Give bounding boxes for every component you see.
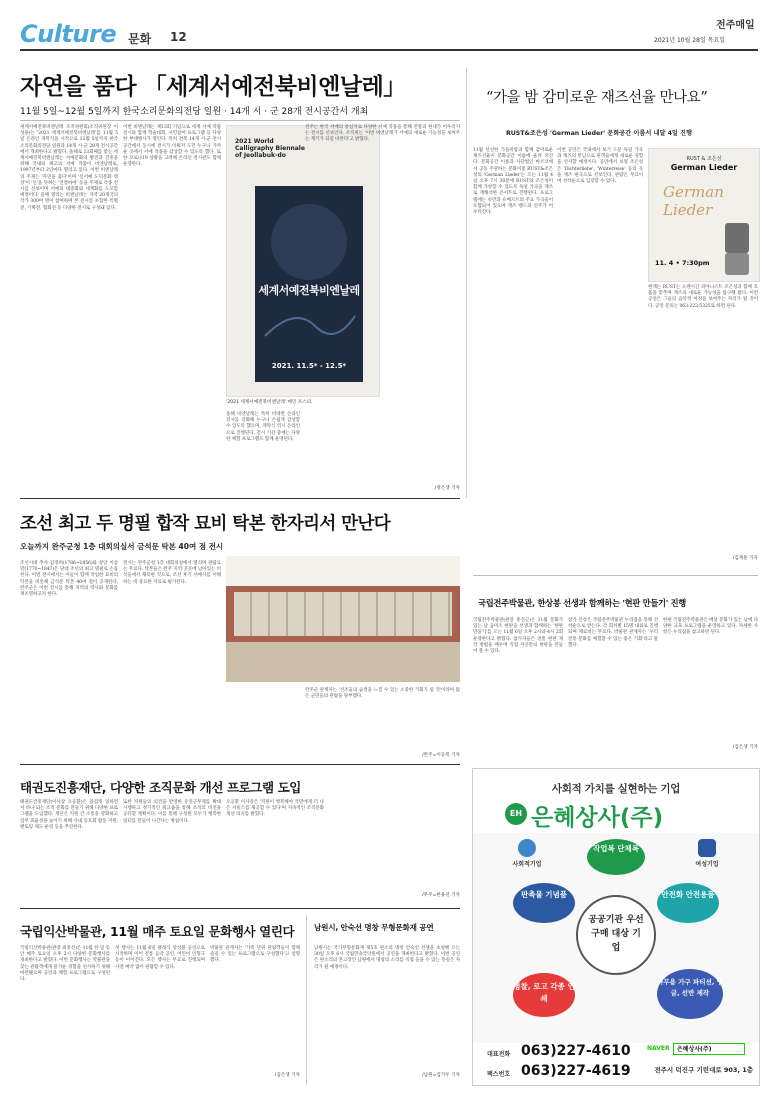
ad-phone-number[interactable]: 063)227-4610 [521,1043,631,1059]
article2-subhead: RUST&조은성 'German Lieder' 문화공간 이룸서 내달 4일 진행 [506,130,692,137]
article5-body-col3: 오응환 이사장은 '직원이 행복해야 국민에게 더 나은 서비스를 제공할 수 있다'며 지속적인 조직문화 개선 의지를 밝혔다. [226,800,326,818]
section-label-ko: 문화 [128,32,152,46]
company-ad[interactable] [472,768,760,1086]
ad-center-title: 공공기관 우선 구매 대상 기업 [576,895,656,975]
article1-body-col4: 전주는 한국 서예의 중심지로 다양한 서예 작품을 통해 전통과 현대가 어우러지는 전시를 선보인다. 조직위는 '이번 비엔날레가 서예의 새로운 가능성을 보여주는 계기가 되길 바란다'고 밝혔다. [305,125,460,143]
header-rule [20,49,758,51]
article4-byline: /김은생 기자 [732,745,758,750]
article4-body-col3: 한편 국립전주박물관은 매달 문화가 있는 날에 다양한 교육 프로그램을 운영하고 있다. 자세한 사항은 누리집을 참고하면 된다. [663,618,758,636]
article3-body-col3: 완주군 관계자는 '선조들의 숨결을 느낄 수 있는 소중한 기회가 될 것'이라며 많은 군민들의 관람을 당부했다. [305,688,460,700]
cert-right [677,839,737,879]
poster-title-en: 2021 World Calligraphy Biennale of Jeollabuk-do [235,138,305,159]
column-divider-right [466,68,467,498]
article1-body-col3: 올해 비엔날레는 특히 비대면 온라인 전시를 강화해 누구나 손쉽게 감상할 수 있도록 했으며, 개막식 역시 온라인으로 진행된다. 전시 기간 중에는 다양한 체험 프로그램도 함께 운영된다. [226,412,302,442]
company-logo-icon: EH [505,803,527,825]
ad-fax-label: 팩스번호 [487,1071,511,1078]
article3-body-col2: 전시는 완주군청 1층 대회의실에서 열리며 관람료는 무료다. 탁본들은 완주 지역 곳곳에 남아있는 비석들에서 채록한 것으로, 조선 후기 서예사를 이해하는 데 중요한 자료로 평가된다. [123,561,221,585]
ad-item-furniture: 사무용 가구 파티션, 앵글, 선반 제작 [657,969,723,1019]
company-name: 은혜상사(주) [531,805,664,831]
naver-search-box[interactable]: 은혜상사(주) [673,1043,745,1055]
article7-body-col1: 남원시는 국가무형문화재 제5호 판소리 명창 안숙선 선생을 초청해 오는 30일 오후 6시 국립민속국악원에서 공연을 개최한다고 밝혔다. 이번 공연은 판소리의 본고장인 남원에서 명창의 소리를 직접 들을 수 있는 뜻깊은 자리가 될 예정이다. [314,946,462,970]
display-panels [234,592,452,636]
article4-headline: 국립전주박물관, 한상봉 선생과 함께하는 '현판 만들기' 진행 [478,598,687,608]
article6-body-col3: 박물관 관계자는 '가족 단위 관람객들이 함께 즐길 수 있는 프로그램으로 구성했다'고 설명했다. [210,946,302,964]
article7-headline: 남원시, 안숙선 명창 무형문화재 공연 [314,923,434,932]
hall-floor [226,642,460,682]
article1-subhead: 11월 5일~12월 5일까지 한국소리문화의전당 일원 · 14개 시 · 군 28개 전시공간서 개최 [20,107,369,117]
article4-top-rule [473,575,758,576]
women-enterprise-icon [698,839,716,857]
article6-headline: 국립익산박물관, 11월 매주 토요일 문화행사 열린다 [20,924,295,939]
article6-body-col1: 국립익산박물관(관장 최흥선)은 11월 한 달 동안 매주 토요일 오후 2시 다양한 문화행사를 개최한다고 밝혔다. 이번 문화행사는 박물관을 찾는 관람객에게 즐거운 경험을 선사하기 위해 마련됐으며 공연과 체험 프로그램으로 구성된다. [20,946,112,983]
social-enterprise-icon [518,839,536,857]
album-script-art: German Lieder [663,183,724,219]
hall-ceiling [226,556,460,586]
article5-headline: 태권도진흥재단, 다양한 조직문화 개선 프로그램 도입 [20,780,301,795]
page-number: 12 [170,30,187,44]
article7-byline: /남원=김기두 기자 [422,1073,460,1078]
section-logo-en: Culture [20,20,117,48]
ad-fax-number[interactable]: 063)227-4619 [521,1063,631,1079]
ad-item-work-clothes: 작업복 단체복 [587,839,645,875]
cert-right-label: 여성기업 [695,861,719,868]
exhibition-hall-photo [226,556,460,682]
album-label: RUST & 조은성 [686,156,722,162]
ad-graphic-area [473,833,759,1043]
ad-phone-label: 대표전화 [487,1051,511,1058]
article1-sub-rule [20,120,460,121]
ad-item-promo: 판촉물 기념품 [513,883,575,923]
article5-byline: /무주=한용선 기자 [422,893,460,898]
ad-address: 전주시 덕진구 기린대로 903, 1층 [654,1066,753,1074]
concert-poster [648,148,760,282]
cert-left [497,839,557,879]
article1-headline: 자연을 품다 「세계서예전북비엔날레」 [20,74,406,100]
article3-body-col1: 조선시대 추사 김정희(1786~1856)와 창암 이삼만(1770~1847)은 당대 조선의 최고 명필로 손꼽힌다. 이번 전시에서는 이들이 함께 작업한 묘비의 탁본을 비롯해 금석문 탁본 40여 점이 공개된다. 완주군은 이번 전시를 통해 지역의 역사와 문화를 재조명하고자 한다. [20,561,120,598]
article1-body-col1: 세계서예전북비엔날레 조직위원회(조직위원장 이성용)는 '2021 세계서예전북비엔날레'를 11월 5일 온라인 개막식을 시작으로 12월 5일까지 한국소리문화의전당 일원과 14개 시·군 28개 전시공간에서 개최한다고 밝혔다. 올해로 13회째를 맞는 세계서예전북비엔날레는 서예문화의 발전과 진흥을 위해 국내외 최고의 서예 작품이 비엔날레로, 1997년부터 2년마다 열리고 있다. 이번 비엔날레의 주제는 '자연을 품다'이며 '신서예 도덕문화 영상'이 '신'을 뜻하는 '연결하여' 등을 주제로 각종 전시를 선보이며 서예의 대중화와 세계화를 도모할 예정이다. 올해 열리는 비엔날레는 지역 20개국의 작가 300여 명이 참여하며 본 전시를 포함한 특별전, 기획전, 협회전 등 다양한 전시로 구성돼 있다. [20,125,120,211]
article6-top-rule [20,908,460,909]
article5-top-rule [20,764,460,765]
ad-item-safety: 안전화 안전용품 [657,883,719,923]
paper-name: 전주매일 [716,20,755,31]
article2-body-col1: 11월 선선한 가을바람과 함께 감미로운 재즈선율이 문화공간 이룸에 울려 퍼진다. 문화공간 이룸과 사단법인 마르코에서 공동 주관하는 문화이룸 RUST&조은성의 'German Lieder'는 오는 11월 4일 오후 7시 30분에 RUST와 조은성이 함께 가창할 수 있도록 독일 가곡을 재즈로 재해석한 콘서트로 진행된다. 프로그램에는 슈만과 슈베르트의 주요 가곡들이 포함되어 있으며 재즈 밴드의 연주가 어우러진다. [473,148,555,216]
article3-top-rule [20,498,460,499]
article4-body-col1: 국립전주박물관(관장 홍진근)은 11월 문화가 있는 날 음미소 현판을 선생과 함께하는 '현판 만들기'를 오는 11월 6일 오후 2시와 4시 2회 운영한다고 밝혔다. 참가자들은 전통 현판 제작 방법을 배우며 직접 자신만의 현판을 만들어 볼 수 있다. [473,618,565,655]
album-photo-cho [725,253,749,275]
article2-body-col2: 이번 공연은 국내에서 보기 드문 독일 가곡과 재즈의 만남으로 관객들에게 새로운 경험을 선사할 예정이다. 공연에서 보컬 조은성은 'Dichterliebe', 'Winterreise' 등의 곡을 재즈 편곡으로 선보인다. 관람은 무료이며 선착순으로 입장할 수 있다. [557,148,643,185]
naver-label: NAVER [647,1045,670,1052]
article2-byline: /김재훈 기자 [732,556,758,561]
article3-headline: 조선 최고 두 명필 합작 묘비 탁본 한자리서 만난다 [20,514,391,534]
article2-headline: “가을 밤 감미로운 재즈선율 만나요” [486,90,708,106]
article6-byline: /김은생 기자 [274,1073,300,1078]
article1-body-col2: 이번 비엔날레는 제13회 기념으로 세계 서예 작품 전시와 함께 학술대회, 시민참여 프로그램 등 다양한 부대행사가 열린다. 특히 전북 14개 시·군 전시공간에서 동시에 전시가 이뤄져 도민 누구나 가까운 곳에서 서예 작품을 감상할 수 있도록 했다. 또한 코로나19 상황을 고려해 온라인 전시관도 함께 운영한다. [123,125,223,168]
article4-body-col2: 참가 신청은 국립전주박물관 누리집을 통해 선착순으로 받는다. 각 회차별 15명 내외로 진행되며 재료비는 무료다. 박물관 관계자는 '우리 전통 문화를 체험할 수 있는 좋은 기회'라고 말했다. [568,618,660,648]
article7-divider [306,915,307,1085]
article2-body-col3: 현재는 RUST는 오랜시간 피아니스트 조은성과 함께 호흡을 맞추며 재즈의 새로운 가능성을 탐구해 왔다. 이번 공연은 그들의 음악적 여정을 보여주는 자리가 될 것이다. 공연 문의는 063-223-5325로 하면 된다. [648,285,760,309]
poster-title-ko: 세계서예전북비엔날레 [258,284,360,297]
article1-byline: /정은생 기자 [434,486,460,491]
issue-date: 2021년 10월 28일 목요일 [654,37,726,44]
article5-body-col2: 또한 직원들의 의견을 반영한 유연근무제를 확대 시행하고 정기적인 워크숍을 통해 조직의 비전을 공유할 계획이다. 이를 통해 구성원 모두가 행복한 일터를 만들어 나간다는 방침이다. [123,800,223,824]
article6-body-col2: 첫 행사는 11월 6일 클래식 앙상블 공연으로 시작하며 이어 전통 음악 공연, 어린이 인형극 등이 이어진다. 모든 행사는 무료로 진행되며 사전 예약 없이 관람할 수 있다. [115,946,207,970]
cert-left-label: 사회적기업 [512,861,542,868]
album-photo-rust [725,223,749,253]
article3-subhead: 오늘까지 완주군청 1층 대회의실서 금석문 탁본 40여 점 전시 [20,542,224,551]
poster-dates: 2021. 11.5* - 12.5* [271,362,347,370]
article3-byline: /완주=이동복 기자 [422,753,460,758]
ad-headline: 사회적 가치를 실현하는 기업 [551,783,681,795]
ad-item-printing: 명찰, 로고 각종 인쇄 [513,973,575,1017]
album-title: German Lieder [670,163,738,172]
album-date-line: 11. 4 • 7:30pm [655,259,710,267]
article5-body-col1: 태권도진흥재단(이사장 오응환)은 즐겁게 일하면서 하나 되는 조직 문화를 만들기 위해 다양한 프로그램을 도입했다. 재단은 직원 간 소통을 강화하고 업무 효율성을 높이기 위해 사내 동호회 활동 지원, 멘토링 제도 운영 등을 추진한다. [20,800,120,830]
poster-caption: '2021 세계서예전북비엔날레' 메인 포스터. [226,400,313,405]
